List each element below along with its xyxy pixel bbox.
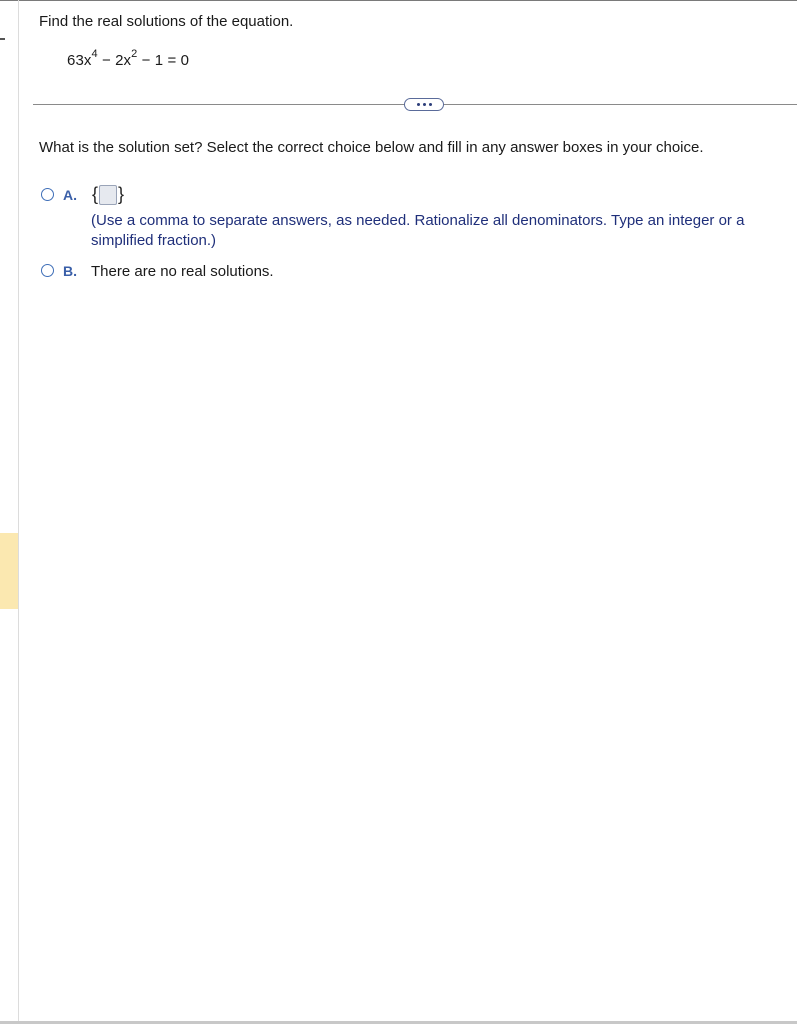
answer-box[interactable] — [99, 185, 117, 205]
choice-b-text: There are no real solutions. — [91, 263, 274, 280]
left-tick — [0, 38, 5, 40]
left-rail — [18, 0, 19, 1024]
equation-exponent-2: 2 — [131, 48, 138, 60]
close-brace: } — [118, 184, 125, 204]
equation-term1: 63x — [67, 52, 92, 69]
question-text: What is the solution set? Select the correct choice below and fill in any answer boxes in your choice. — [39, 139, 704, 156]
left-highlight-marker — [0, 533, 18, 609]
ellipsis-icon[interactable] — [404, 98, 444, 111]
dot — [417, 103, 420, 106]
equation-term2: − 2x — [97, 52, 132, 69]
choice-b-radio[interactable] — [41, 264, 54, 277]
top-border — [0, 0, 797, 1]
problem-prompt: Find the real solutions of the equation. — [39, 13, 294, 30]
dot — [429, 103, 432, 106]
choice-a-radio[interactable] — [41, 188, 54, 201]
solution-set-input — [92, 184, 124, 205]
equation-exponent-4: 4 — [91, 48, 98, 60]
equation-rest: − 1 = 0 — [137, 52, 190, 69]
dot — [423, 103, 426, 106]
choice-a-letter: A. — [63, 187, 77, 203]
equation — [67, 48, 190, 69]
open-brace: { — [92, 184, 99, 204]
choice-a-hint: (Use a comma to separate answers, as needed. Rationalize all denominators. Type an integer or a simplified fraction.) — [91, 212, 745, 249]
choice-b-letter: B. — [63, 263, 77, 279]
